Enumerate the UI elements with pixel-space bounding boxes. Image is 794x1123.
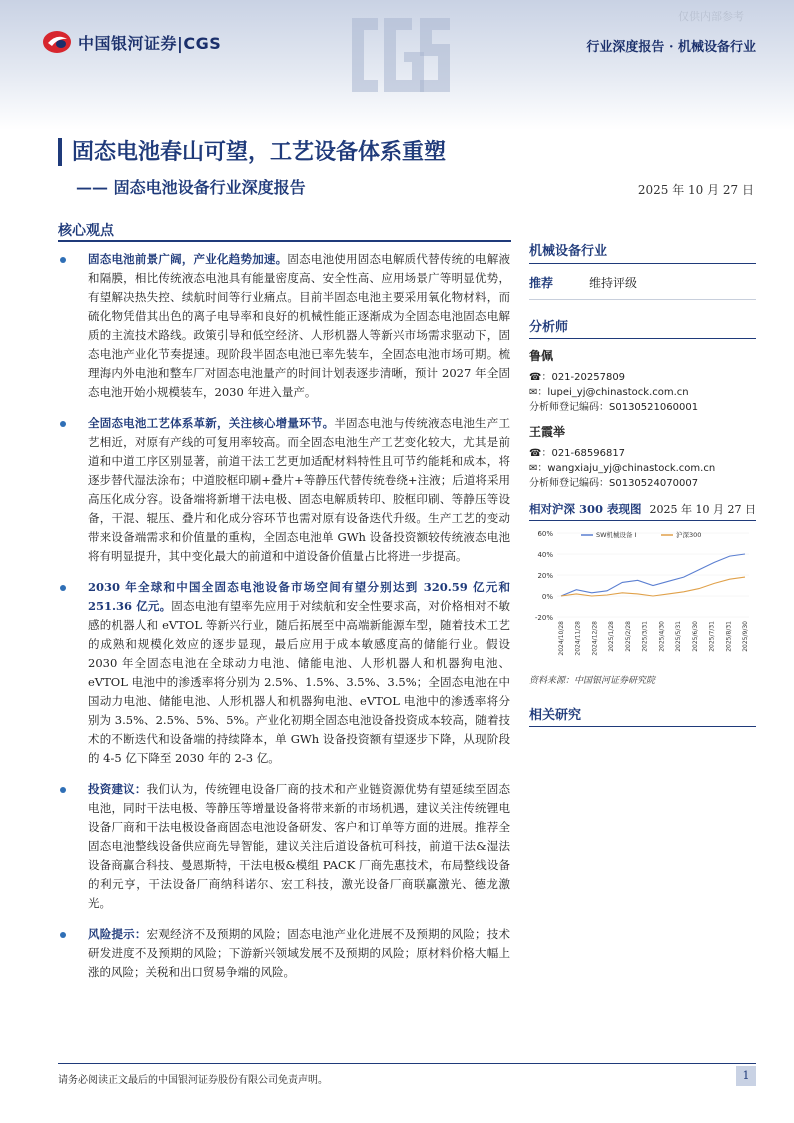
x-tick-label: 2025/5/31 (675, 621, 683, 652)
bullet-investment (58, 780, 510, 913)
bullet-text: 宏观经济不及预期的风险；固态电池产业化进展不及预期的风险；技术研发进度不及预期的风险；下游新兴领域发展不及预期的风险；原材料价格大幅上涨的风险；关税和出口贸易争端的风险。 (88, 927, 511, 979)
bullet-risk (58, 925, 510, 982)
chart-title: 相对沪深 300 表现图 (529, 502, 642, 516)
analyst-card (529, 423, 756, 491)
analyst-email[interactable]: ✉：wangxiaju_yj@chinastock.com.cn (529, 463, 716, 474)
analyst-reg: 分析师登记编码：S0130524070007 (529, 478, 699, 489)
report-title: 固态电池春山可望，工艺设备体系重塑 (58, 138, 446, 166)
industry-name: 机械设备行业 (529, 240, 756, 264)
core-heading: 核心观点 (58, 223, 114, 239)
x-tick-label: 2024/12/28 (591, 621, 599, 656)
x-tick-label: 2025/6/30 (691, 621, 699, 652)
chart-header (529, 501, 756, 521)
rating-value: 维持评级 (589, 276, 638, 290)
y-tick-label: 20% (537, 572, 553, 580)
chart-date: 2025 年 10 月 27 日 (649, 503, 756, 516)
analyst-name: 鲁佩 (529, 349, 554, 363)
y-tick-label: 40% (537, 551, 553, 559)
report-type: 行业深度报告 · 机械设备行业 (586, 40, 756, 55)
footer-disclaimer: 请务必阅读正文最后的中国银河证券股份有限公司免责声明。 (58, 1075, 328, 1086)
x-tick-label: 2025/4/30 (658, 621, 666, 652)
analyst-phone: ☎：021-20257809 (529, 372, 626, 383)
x-tick-label: 2024/10/28 (558, 621, 565, 656)
x-tick-label: 2025/3/31 (641, 621, 649, 652)
bullet-text: 固态电池有望率先应用于对续航和安全性要求高，对价格相对不敏感的机器人和 eVTOL 等新兴行业，随后拓展至中高端新能源车型，随着技术工艺的成熟和规模化效应的逐步显现，最后应用于成本敏感度高的储能行业。假设 2030 年全固态电池在全球动力电池、储能电池、人形机器人和机器狗电池、eVTOL 电池中的渗透率将分别为 2.5%、1.5%、3.5%、3.5%；全固态电池在中国动力电池、储能电池、人形机器人和机器狗电池、eVTOL 电池中的渗透率将分别为 3.5%、2.5%、5%、5%。产业化初期全固态电池设备投资成本较高，随着技术的不断迭代和设备端的持续降本，单 GWh 设备投资额有望逐步下降，从现阶段的 4-5 亿下降至 2030 年的 2-3 亿。 (88, 599, 510, 765)
bullet-market (58, 578, 510, 768)
rating-label: 推荐 (529, 276, 554, 290)
bullet-process (58, 414, 510, 566)
analyst-phone: ☎：021-68596817 (529, 448, 626, 459)
bullet-text: 我们认为，传统锂电设备厂商的技术和产业链资源优势有望延续至固态电池，同时干法电极、等静压等增量设备将带来新的市场机遇，建议关注传统锂电设备厂商和干法电极设备商固态电池设备研发、客户和订单等方面的进展。推荐全固态电池整线设备供应商先导智能，建议关注后道设备杭可科技，前道干法&湿法设备商赢合科技、曼恩斯特，干法电极&模组 PACK 厂商先惠技术，布局整线设备的利元亨，干法设备厂商纳科诺尔、宏工科技，激光设备厂商联赢激光、德龙激光。 (88, 782, 511, 910)
series-line (561, 577, 745, 596)
legend-label: 沪深300 (676, 531, 702, 539)
page-number: 1 (736, 1066, 756, 1086)
x-tick-label: 2025/7/31 (708, 621, 716, 652)
related-research-heading: 相关研究 (529, 704, 756, 727)
legend-label: SW机械设备 I (596, 531, 637, 539)
analyst-card (529, 347, 756, 415)
bullet-lead: 全固态电池工艺体系革新，关注核心增量环节。 (88, 416, 335, 430)
bullet-lead: 风险提示： (88, 927, 147, 941)
analyst-name: 王霞举 (529, 425, 566, 439)
core-divider (58, 240, 511, 242)
bullet-dot-icon (60, 787, 66, 793)
x-tick-label: 2025/8/31 (725, 621, 733, 652)
x-tick-label: 2025/1/28 (608, 621, 616, 652)
core-bullets (58, 250, 510, 994)
brand-name: 中国银河证券|CGS (78, 33, 222, 53)
sidebar (529, 240, 756, 727)
bullet-lead: 2030 年全球和中国全固态电池设备市场空间有望分别达到 320.59 亿元和 251.36 亿元。 (88, 580, 510, 613)
chart-source: 资料来源：中国银河证券研究院 (529, 676, 656, 686)
brand-logo (42, 30, 221, 54)
internal-stamp: 仅供内部参考 (678, 10, 744, 23)
bullet-lead: 固态电池前景广阔，产业化趋势加速。 (88, 252, 288, 266)
analyst-reg: 分析师登记编码：S0130521060001 (529, 402, 699, 413)
bullet-lead: 投资建议： (88, 782, 147, 796)
report-date: 2025 年 10 月 27 日 (637, 183, 754, 197)
y-tick-label: 0% (541, 593, 553, 601)
y-tick-label: 60% (537, 530, 553, 538)
y-tick-label: -20% (534, 614, 553, 622)
cgs-logo-icon (42, 30, 72, 54)
bullet-dot-icon (60, 932, 66, 938)
x-tick-label: 2025/9/30 (742, 621, 749, 652)
footer-divider (58, 1063, 756, 1064)
x-tick-label: 2024/11/28 (574, 621, 582, 656)
bullet-prospect (58, 250, 510, 402)
bullet-dot-icon (60, 257, 66, 263)
rating-row (529, 264, 756, 300)
bullet-dot-icon (60, 421, 66, 427)
analyst-heading: 分析师 (529, 316, 756, 339)
cgs-watermark-icon (340, 8, 460, 103)
bullet-text: 固态电池使用固态电解质代替传统的电解液和隔膜，相比传统液态电池具有能量密度高、安全性高、应用场景广等明显优势，有望解决热失控、续航时间等行业痛点。目前半固态电池主要采用氧化物材料，而硫化物凭借其出色的离子电导率和良好的机械性能正逐渐成为全固态电池固态电解质的主流技术路线。政策引导和低空经济、人形机器人等新兴市场需求驱动下，固态电池产业化节奏提速。现阶段半固态电池已率先装车，全固态电池市场可期。梳理海内外电池和整车厂对固态电池量产的时间计划表逐步清晰，预计 2027 年全固态电池开始小规模装车，2030 年进入量产。 (88, 252, 511, 399)
performance-chart (529, 527, 756, 667)
analyst-email[interactable]: ✉：lupei_yj@chinastock.com.cn (529, 387, 689, 398)
bullet-text: 半固态电池与传统液态电池生产工艺相近，对原有产线的可复用率较高。而全固态电池生产工艺变化较大，尤其是前道和中道工序区别显著，前道干法工艺更加适配材料特性且可节约能耗和成本，将逐步替代湿法涂布；中道胶框印刷+叠片+等静压代替传统卷绕+注液；后道将采用高压化成分容。设备端将新增干法电极、固态电解质转印、胶框印刷、等静压等设备，干混、辊压、叠片和化成分容环节也需对原有设备迭代升级。生产工艺的变动带来设备端需求和价值量的重构，全固态电池单 GWh 设备投资额较传统液态电池将有明显提升，其中变化最大的前道和中道设备价值量占比将进一步提高。 (88, 416, 511, 563)
report-subtitle: —— 固态电池设备行业深度报告 (76, 178, 306, 197)
x-tick-label: 2025/2/28 (624, 621, 632, 652)
bullet-dot-icon (60, 585, 66, 591)
